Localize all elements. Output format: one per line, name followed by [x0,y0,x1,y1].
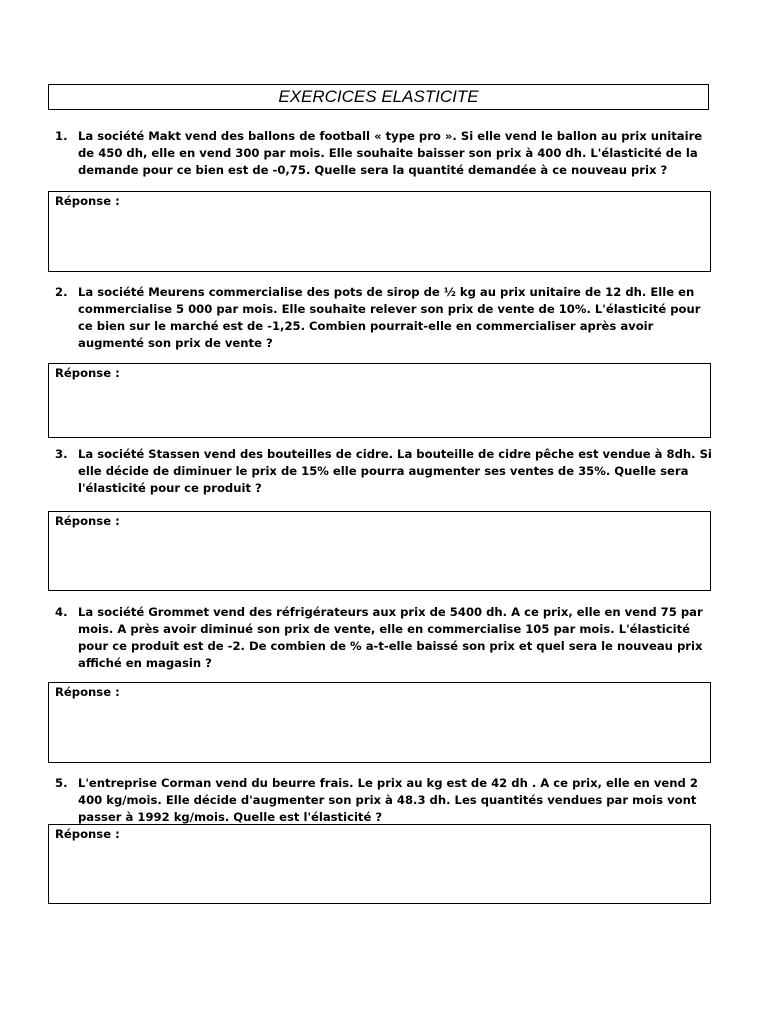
exercise-number: 2. [55,285,68,299]
exercise-4 [55,604,715,672]
exercise-number: 5. [55,776,68,790]
answer-box-3[interactable] [48,511,711,591]
exercise-5 [55,775,715,826]
answer-box-5[interactable] [48,824,711,904]
exercise-number: 1. [55,129,68,143]
answer-label: Réponse : [55,827,120,841]
exercise-3 [55,446,715,497]
title-box [48,84,709,110]
answer-box-4[interactable] [48,682,711,763]
exercise-text: L'entreprise Corman vend du beurre frais. Le prix au kg est de 42 dh . A ce prix, elle en vend 2 400 kg/mois. Elle décide d'augmenter son prix à 48.3 dh. Les quantités vendues par mois vont passer à 1992 kg/mois. Quelle est l'élasticité ? [78,776,698,824]
answer-box-1[interactable] [48,191,711,272]
page-title: EXERCICES ELASTICITE [278,87,479,106]
answer-box-2[interactable] [48,363,711,438]
exercise-number: 4. [55,605,68,619]
exercise-2 [55,284,715,352]
exercise-text: La société Makt vend des ballons de football « type pro ». Si elle vend le ballon au prix unitaire de 450 dh, elle en vend 300 par mois. Elle souhaite baisser son prix à 400 dh. L'élasticité de la demande pour ce bien est de -0,75. Quelle sera la quantité demandée à ce nouveau prix ? [78,129,703,177]
answer-label: Réponse : [55,366,120,380]
exercise-text: La société Meurens commercialise des pots de sirop de ½ kg au prix unitaire de 12 dh. Elle en commercialise 5 000 par mois. Elle souhaite relever son prix de vente de 10%. L'élasticité pour ce bien sur le marché est de -1,25. Combien pourrait-elle en commercialiser après avoir augmenté son prix de vente ? [78,285,701,350]
answer-label: Réponse : [55,514,120,528]
exercise-number: 3. [55,447,68,461]
exercise-1 [55,128,715,179]
exercise-text: La société Stassen vend des bouteilles de cidre. La bouteille de cidre pêche est vendue à 8dh. Si elle décide de diminuer le prix de 15% elle pourra augmenter ses ventes de 35%. Quelle sera l'élasticité pour ce produit ? [78,447,712,495]
answer-label: Réponse : [55,194,120,208]
answer-label: Réponse : [55,685,120,699]
exercise-text: La société Grommet vend des réfrigérateurs aux prix de 5400 dh. A ce prix, elle en vend 75 par mois. A près avoir diminué son prix de vente, elle en commercialise 105 par mois. L'élasticité pour ce produit est de -2. De combien de % a-t-elle baissé son prix et quel sera le nouveau prix affiché en magasin ? [78,605,703,670]
